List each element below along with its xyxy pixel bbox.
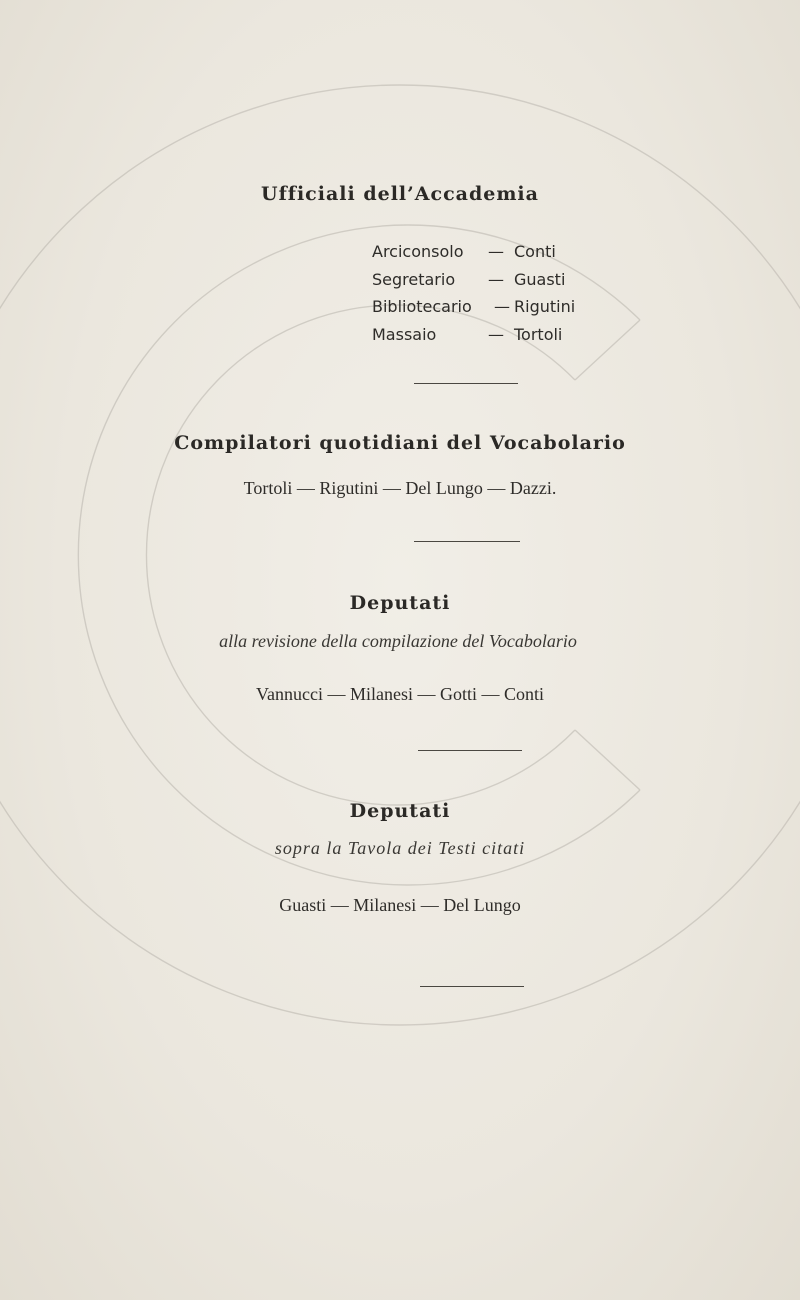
section-divider bbox=[418, 750, 522, 751]
officer-role: Massaio bbox=[372, 324, 437, 344]
deputies-revision-names: Vannucci — Milanesi — Gotti — Conti bbox=[256, 684, 544, 704]
officer-role: Arciconsolo bbox=[372, 242, 464, 261]
officer-role: Bibliotecario bbox=[372, 297, 472, 316]
officer-role: Segretario bbox=[372, 269, 456, 289]
officer-name: Conti bbox=[514, 242, 556, 261]
compilers-names: Tortoli — Rigutini — Del Lungo — Dazzi. bbox=[243, 478, 557, 498]
officer-dash: — bbox=[488, 242, 504, 261]
section-divider bbox=[420, 986, 524, 987]
officer-name: Tortoli bbox=[514, 324, 563, 344]
deputies-table-heading: Deputati bbox=[349, 800, 451, 822]
deputies-table-subtitle: sopra la Tavola dei Testi citati bbox=[274, 838, 526, 858]
officials-heading: Ufficiali dell’Accademia bbox=[261, 183, 539, 205]
section-divider bbox=[414, 383, 518, 384]
compilers-heading: Compilatori quotidiani del Vocabolario bbox=[174, 432, 626, 454]
officer-dash: — bbox=[488, 269, 504, 289]
section-divider bbox=[414, 541, 520, 542]
officer-dash: — bbox=[488, 324, 504, 344]
deputies-revision-heading: Deputati bbox=[349, 592, 451, 614]
deputies-table-names: Guasti — Milanesi — Del Lungo bbox=[279, 895, 521, 915]
deputies-revision-subtitle: alla revisione della compilazione del Vocabolario bbox=[219, 631, 577, 651]
officer-name: Rigutini bbox=[514, 297, 576, 316]
officer-dash: — bbox=[494, 297, 510, 316]
officer-name: Guasti bbox=[514, 269, 566, 289]
